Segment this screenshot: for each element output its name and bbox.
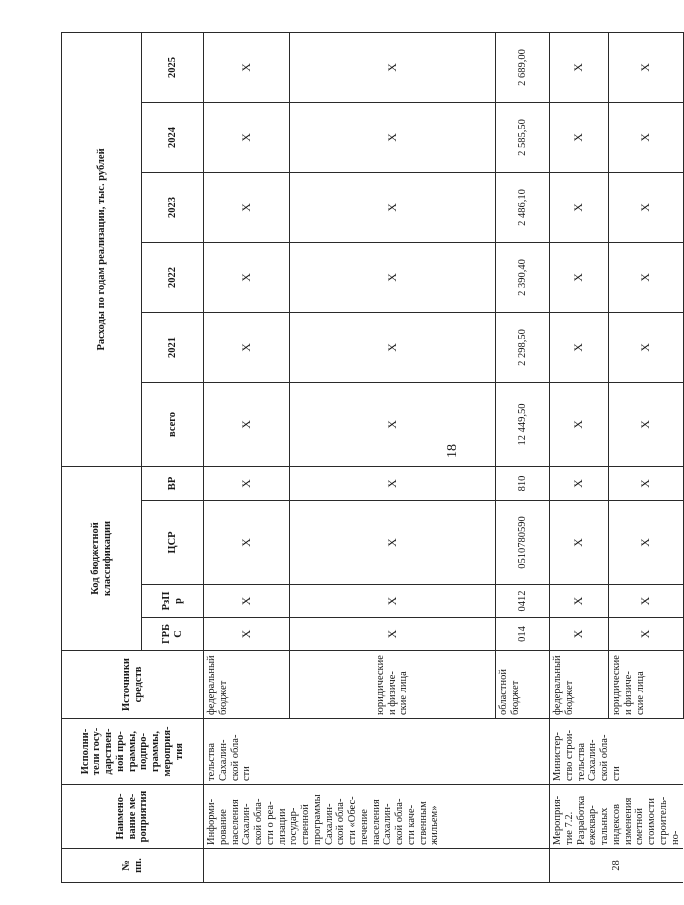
y2024-cell: Х: [550, 102, 609, 172]
total-cell: Х: [609, 382, 684, 466]
header-csr: ЦСР: [142, 501, 204, 585]
budget-table: [61, 32, 684, 883]
y2021-cell: Х: [609, 312, 684, 382]
total-cell: Х: [204, 382, 290, 466]
source-cell: областной бюджет: [496, 651, 550, 719]
source-cell: федеральный бюджет: [204, 651, 290, 719]
vr-cell: Х: [204, 466, 290, 500]
y2022-cell: Х: [290, 242, 496, 312]
header-2022: 2022: [142, 242, 204, 312]
header-expenses: Расходы по годам реализации, тыс. рублей: [62, 32, 142, 466]
rzpr-cell: Х: [290, 585, 496, 618]
y2022-cell: Х: [609, 242, 684, 312]
header-vr: ВР: [142, 466, 204, 500]
grbs-cell: Х: [204, 618, 290, 651]
header-num: № пп.: [62, 849, 204, 883]
rzpr-cell: Х: [550, 585, 609, 618]
rzpr-cell: 0412: [496, 585, 550, 618]
header-sources: Источники средств: [62, 651, 204, 719]
row-num-cell: [204, 849, 550, 883]
header-budget-code: Код бюджетной классификации: [62, 466, 142, 650]
y2023-cell: Х: [609, 172, 684, 242]
y2025-cell: Х: [290, 32, 496, 102]
y2022-cell: Х: [550, 242, 609, 312]
y2021-cell: Х: [204, 312, 290, 382]
y2021-cell: Х: [550, 312, 609, 382]
source-cell: юридические и физиче- ские лица: [290, 651, 496, 719]
csr-cell: Х: [204, 501, 290, 585]
block2-name: Мероприя- тие 7.2. Разработка ежеквар- тальных индексов изменения сметной стоимости строитель- но-: [550, 785, 684, 849]
y2023-cell: Х: [204, 172, 290, 242]
block1-name: Информи- рование населения Сахалин- ской обла- сти о реа- лизации государ- ственной программы Сахалин- ской обла- сти «Обес- печение населения Сахалин- ской обла- сти каче- ственным жильем»: [204, 785, 550, 849]
y2021-cell: Х: [290, 312, 496, 382]
header-2024: 2024: [142, 102, 204, 172]
page-number: 18: [445, 444, 460, 458]
y2023-cell: Х: [290, 172, 496, 242]
header-2021: 2021: [142, 312, 204, 382]
table-row: [550, 32, 609, 882]
grbs-cell: Х: [290, 618, 496, 651]
header-grbs: ГРБ С: [142, 618, 204, 651]
csr-cell: 0510780590: [496, 501, 550, 585]
vr-cell: Х: [550, 466, 609, 500]
header-2023: 2023: [142, 172, 204, 242]
y2021-cell: 2 298,50: [496, 312, 550, 382]
vr-cell: Х: [290, 466, 496, 500]
total-cell: Х: [290, 382, 496, 466]
grbs-cell: Х: [609, 618, 684, 651]
source-cell: юридические и физиче- ские лица: [609, 651, 684, 719]
y2024-cell: 2 585,50: [496, 102, 550, 172]
header-executors: Исполни- тели госу- дарствен- ной про- граммы, подпро- граммы, мероприя- тия: [62, 719, 204, 785]
block1-executor: тельства Сахалин- ской обла- сти: [204, 719, 550, 785]
csr-cell: Х: [290, 501, 496, 585]
y2025-cell: Х: [609, 32, 684, 102]
csr-cell: Х: [609, 501, 684, 585]
rzpr-cell: Х: [204, 585, 290, 618]
y2022-cell: Х: [204, 242, 290, 312]
rzpr-cell: Х: [609, 585, 684, 618]
row-num-cell: 28: [550, 849, 684, 883]
vr-cell: 810: [496, 466, 550, 500]
block2-executor: Министер- ство строи- тельства Сахалин- ской обла- сти: [550, 719, 684, 785]
header-rzpr: РзП р: [142, 585, 204, 618]
y2023-cell: Х: [550, 172, 609, 242]
grbs-cell: 014: [496, 618, 550, 651]
y2025-cell: Х: [550, 32, 609, 102]
header-name: Наимено- вание ме- роприятия: [62, 785, 204, 849]
y2024-cell: Х: [204, 102, 290, 172]
grbs-cell: Х: [550, 618, 609, 651]
total-cell: 12 449,50: [496, 382, 550, 466]
y2024-cell: Х: [609, 102, 684, 172]
y2023-cell: 2 486,10: [496, 172, 550, 242]
y2025-cell: 2 689,00: [496, 32, 550, 102]
table-row: [204, 32, 290, 882]
header-total: всего: [142, 382, 204, 466]
header-2025: 2025: [142, 32, 204, 102]
vr-cell: Х: [609, 466, 684, 500]
source-cell: федеральный бюджет: [550, 651, 609, 719]
rotated-page: [61, 46, 681, 883]
y2025-cell: Х: [204, 32, 290, 102]
y2022-cell: 2 390,40: [496, 242, 550, 312]
total-cell: Х: [550, 382, 609, 466]
y2024-cell: Х: [290, 102, 496, 172]
csr-cell: Х: [550, 501, 609, 585]
